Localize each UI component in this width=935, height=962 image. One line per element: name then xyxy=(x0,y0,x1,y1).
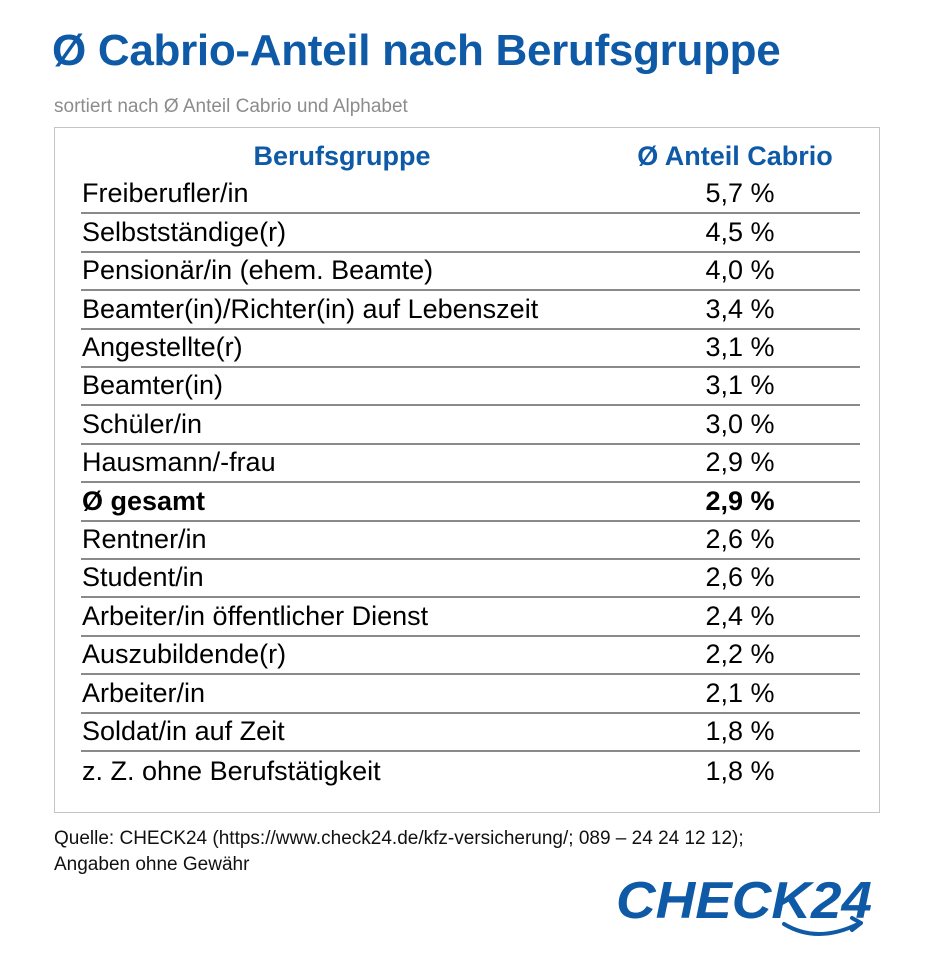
row-anteil-value: 4,5 % xyxy=(705,216,775,247)
row-berufsgruppe: Schüler/in xyxy=(82,408,203,439)
table-row xyxy=(81,483,860,521)
row-berufsgruppe: Student/in xyxy=(82,562,204,593)
table-row xyxy=(81,368,860,406)
table-row xyxy=(81,445,860,483)
row-berufsgruppe: Arbeiter/in öffentlicher Dienst xyxy=(82,600,429,631)
table-row xyxy=(81,637,860,675)
table-row xyxy=(81,406,860,444)
row-anteil-value: 2,9 % xyxy=(705,447,775,478)
row-anteil-value: 1,8 % xyxy=(705,756,775,787)
table-row xyxy=(81,253,860,291)
table-row xyxy=(81,598,860,636)
row-anteil-value: 3,1 % xyxy=(705,331,775,362)
row-berufsgruppe: Beamter(in) xyxy=(82,370,224,401)
table-row xyxy=(81,675,860,713)
row-anteil-value: 4,0 % xyxy=(705,255,775,286)
row-berufsgruppe: Beamter(in)/Richter(in) auf Lebenszeit xyxy=(82,293,539,324)
row-berufsgruppe: Soldat/in auf Zeit xyxy=(82,715,285,746)
table-row xyxy=(81,522,860,560)
row-berufsgruppe: Hausmann/-frau xyxy=(82,447,276,478)
source-line-1: Quelle: CHECK24 (https://www.check24.de/kfz-versicherung/; 089 – 24 24 12 12); xyxy=(54,828,744,849)
row-berufsgruppe: Angestellte(r) xyxy=(82,331,243,362)
table-row xyxy=(81,330,860,368)
row-berufsgruppe: Rentner/in xyxy=(82,523,207,554)
row-anteil-value: 2,2 % xyxy=(705,639,775,670)
source-line-2: Angaben ohne Gewähr xyxy=(54,854,250,875)
row-berufsgruppe: Pensionär/in (ehem. Beamte) xyxy=(82,255,434,286)
column-header-anteil: Ø Anteil Cabrio xyxy=(637,141,833,171)
logo-wordmark: CHECK24 xyxy=(616,872,873,930)
row-anteil-value: 2,9 % xyxy=(705,485,775,516)
table-row xyxy=(81,176,860,214)
row-anteil-value: 2,4 % xyxy=(705,600,775,631)
row-berufsgruppe: Arbeiter/in xyxy=(82,677,206,708)
table-row xyxy=(81,214,860,252)
row-berufsgruppe: Auszubildende(r) xyxy=(82,639,287,670)
row-anteil-value: 3,1 % xyxy=(705,370,775,401)
column-header-berufsgruppe: Berufsgruppe xyxy=(253,141,431,171)
row-berufsgruppe: Freiberufler/in xyxy=(82,178,249,209)
table-row xyxy=(81,560,860,598)
check24-logo xyxy=(612,868,878,946)
row-anteil-value: 3,4 % xyxy=(705,293,775,324)
row-anteil-value: 2,6 % xyxy=(705,523,775,554)
row-anteil-value: 2,6 % xyxy=(705,562,775,593)
row-anteil-value: 2,1 % xyxy=(705,677,775,708)
row-berufsgruppe: Ø gesamt xyxy=(82,485,206,516)
row-anteil-value: 3,0 % xyxy=(705,408,775,439)
table-row xyxy=(81,714,860,752)
row-berufsgruppe: Selbstständige(r) xyxy=(82,216,287,247)
table-row xyxy=(81,291,860,329)
page-subtitle: sortiert nach Ø Anteil Cabrio und Alphabet xyxy=(54,96,408,117)
row-berufsgruppe: z. Z. ohne Berufstätigkeit xyxy=(82,756,381,787)
row-anteil-value: 1,8 % xyxy=(705,715,775,746)
page-title: Ø Cabrio-Anteil nach Berufsgruppe xyxy=(52,26,781,75)
row-anteil-value: 5,7 % xyxy=(705,178,775,209)
table-row xyxy=(81,752,860,790)
